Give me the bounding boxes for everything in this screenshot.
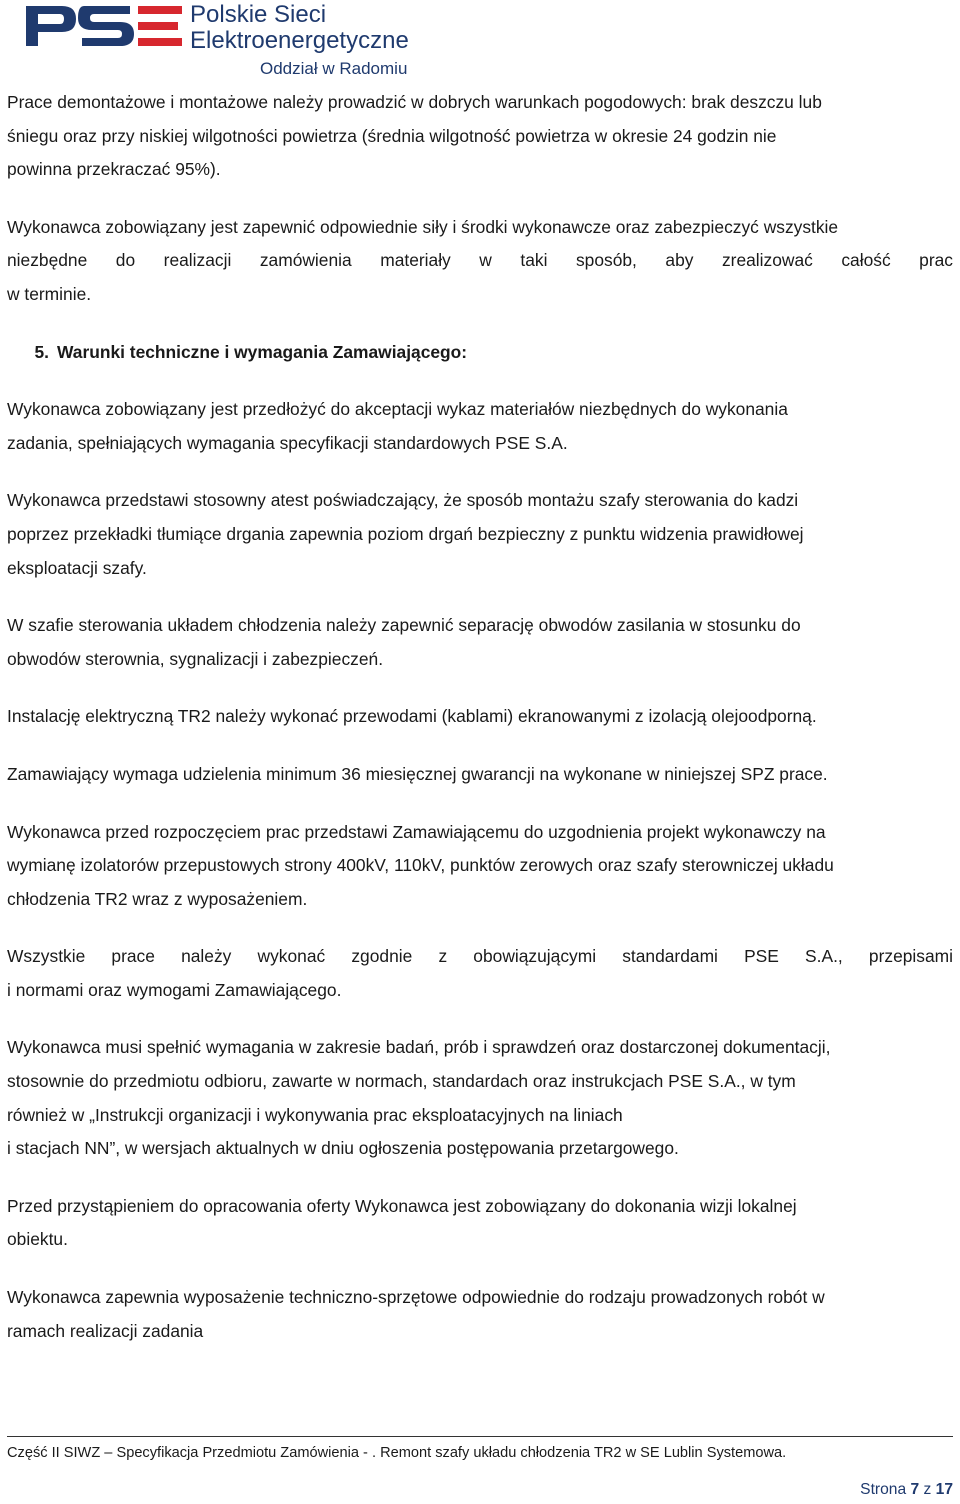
text-line: Instalację elektryczną TR2 należy wykonać przewodami (kablami) ekranowanymi z izolacją olejoodporną. [7, 706, 817, 727]
text-line: również w „Instrukcji organizacji i wykonywania prac eksploatacyjnych na liniach [7, 1104, 623, 1125]
text-line: stosownie do przedmiotu odbioru, zawarte w normach, standardach oraz instrukcjach PSE S.A., w tym [7, 1071, 796, 1092]
page-total: 17 [935, 1481, 953, 1498]
document-body [7, 86, 953, 1372]
branch-name: Oddział w Radomiu [260, 59, 408, 78]
page-of: z [923, 1481, 932, 1498]
text-line: śniegu oraz przy niskiej wilgotności powietrza (średnia wilgotność powietrza w okresie 24 godzin nie [7, 125, 777, 146]
text-line: Zamawiający wymaga udzielenia minimum 36 miesięcznej gwarancji na wykonane w niniejszej SPZ prace. [7, 763, 828, 784]
text-line: poprzez przekładki tłumiące drgania zapewnia poziom drgań bezpieczny z punktu widzenia prawidłowej [7, 523, 804, 544]
paragraph-standards-compliance [7, 940, 953, 1007]
text-line: Wszystkie prace należy wykonać zgodnie z obowiązującymi standardami PSE S.A., przepisami [7, 946, 953, 967]
page-number [860, 1480, 953, 1500]
section-title: Warunki techniczne i wymagania Zamawiającego: [57, 341, 468, 362]
text-line: i stacjach NN”, w wersjach aktualnych w dniu ogłoszenia postępowania przetargowego. [7, 1138, 679, 1159]
page-label: Strona [860, 1481, 907, 1498]
text-line: Wykonawca przed rozpoczęciem prac przedstawi Zamawiającemu do uzgodnienia projekt wykonawczy na [7, 821, 826, 842]
text-line: Wykonawca zobowiązany jest zapewnić odpowiednie siły i środki wykonawcze oraz zabezpieczyć wszystkie [7, 216, 839, 237]
paragraph-execution-design [7, 816, 953, 917]
text-line: powinna przekraczać 95%). [7, 159, 221, 180]
paragraph-site-visit [7, 1190, 953, 1257]
paragraph-equipment [7, 1281, 953, 1348]
text-line: Wykonawca musi spełnić wymagania w zakresie badań, prób i sprawdzeń oraz dostarczonej dokumentacji, [7, 1037, 831, 1058]
text-line: niezbędne do realizacji zamówienia materiały w taki sposób, aby zrealizować całość prac [7, 250, 953, 271]
org-line2: Elektroenergetyczne [190, 27, 409, 54]
text-line: Przed przystąpieniem do opracowania oferty Wykonawca jest zobowiązany do dokonania wizji lokalnej [7, 1195, 797, 1216]
text-line: Wykonawca przedstawi stosowny atest poświadczający, że sposób montażu szafy sterowania do kadzi [7, 490, 799, 511]
paragraph-vibration-certificate [7, 484, 953, 585]
text-line: W szafie sterowania układem chłodzenia należy zapewnić separację obwodów zasilania w stosunku do [7, 615, 801, 636]
text-line: Prace demontażowe i montażowe należy prowadzić w dobrych warunkach pogodowych: brak deszczu lub [7, 92, 822, 112]
footer-document-title: Część II SIWZ – Specyfikacja Przedmiotu Zamówienia - . Remont szafy układu chłodzenia TR2 w SE Lublin Systemowa. [7, 1445, 787, 1461]
text-line: w terminie. [7, 283, 92, 304]
text-line: obwodów sterownia, sygnalizacji i zabezpieczeń. [7, 648, 384, 669]
paragraph-circuit-separation [7, 609, 953, 676]
paragraph-materials-list [7, 393, 953, 460]
org-line1: Polskie Sieci [190, 1, 327, 28]
text-line: wymianę izolatorów przepustowych strony 400kV, 110kV, punktów zerowych oraz szafy sterowniczej układu [7, 855, 834, 876]
text-line: Wykonawca zapewnia wyposażenie techniczno-sprzętowe odpowiednie do rodzaju prowadzonych robót w [7, 1287, 825, 1308]
paragraph-electrical-installation [7, 700, 953, 734]
text-line: zadania, spełniających wymagania specyfikacji standardowych PSE S.A. [7, 432, 568, 453]
text-line: chłodzenia TR2 wraz z wyposażeniem. [7, 888, 308, 909]
logo-mark [26, 6, 182, 46]
text-line: i normami oraz wymogami Zamawiającego. [7, 979, 342, 1000]
section-heading [7, 336, 953, 370]
section-number: 5. [34, 341, 49, 362]
text-line: eksploatacji szafy. [7, 557, 147, 578]
paragraph-contractor-resources [7, 211, 953, 312]
paragraph-weather-conditions [7, 86, 953, 187]
footer-divider [7, 1436, 953, 1437]
paragraph-testing-requirements [7, 1031, 953, 1165]
text-line: Wykonawca zobowiązany jest przedłożyć do akceptacji wykaz materiałów niezbędnych do wykonania [7, 399, 788, 420]
text-line: ramach realizacji zadania [7, 1320, 204, 1341]
text-line: obiektu. [7, 1229, 68, 1250]
paragraph-warranty [7, 758, 953, 792]
page-current: 7 [910, 1481, 920, 1498]
pse-logo [24, 0, 424, 80]
